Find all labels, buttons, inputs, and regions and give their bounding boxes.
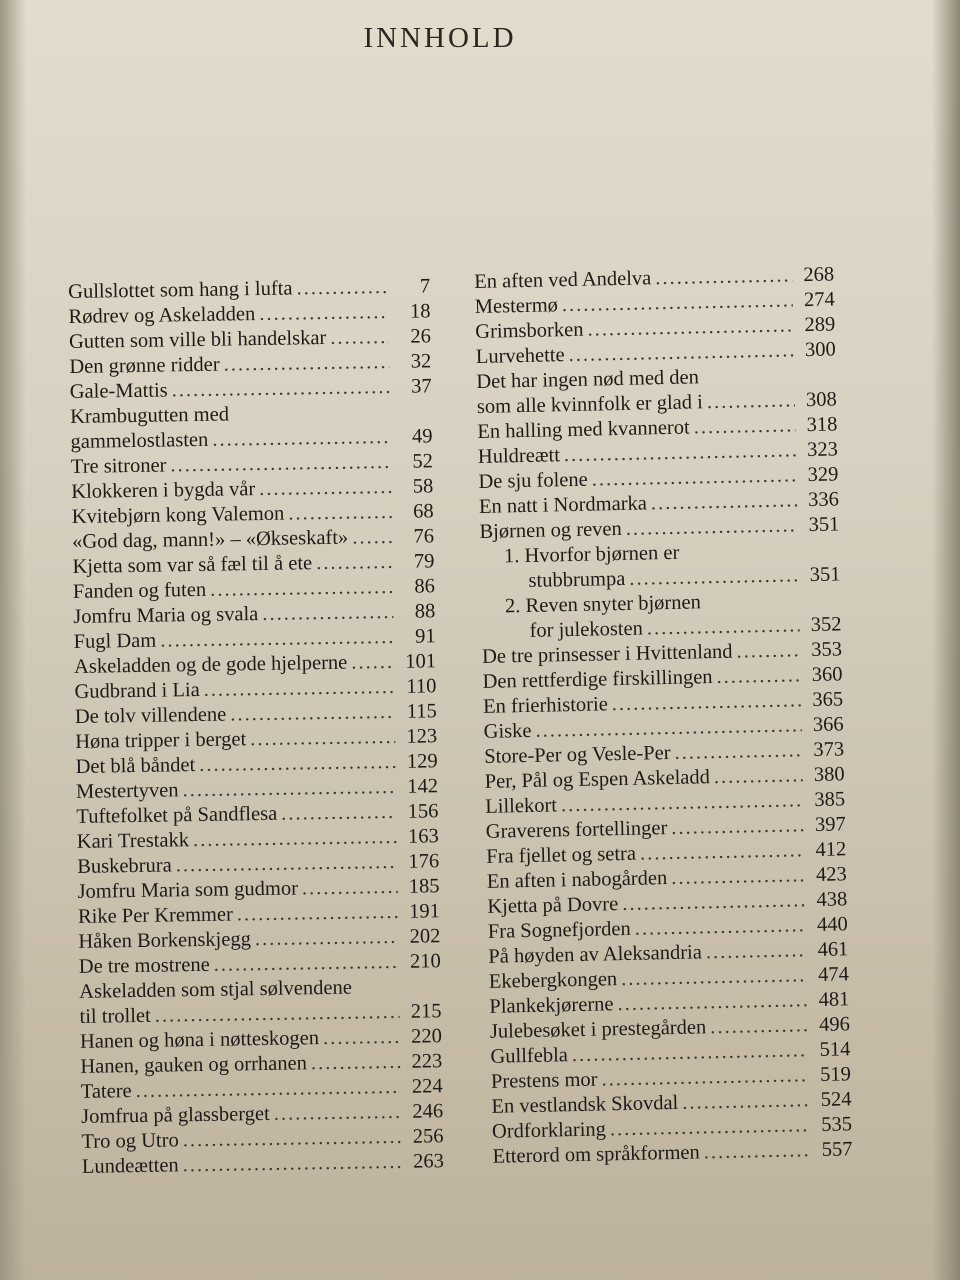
toc-entry-title: Etterord om språkformen: [492, 1141, 700, 1168]
toc-entry-title: «God dag, mann!» – «Økseskaft»: [71, 526, 349, 553]
toc-entry-title: Giske: [483, 719, 532, 743]
toc-entry-page-number: 353: [811, 638, 843, 662]
toc-entry-title: til trollet: [79, 1004, 151, 1028]
toc-entry-page-number: 191: [409, 900, 441, 923]
dot-leader: [716, 663, 801, 690]
toc-entry-page-number: 352: [810, 613, 842, 637]
toc-entry-title: Askeladden og de gode hjelperne: [73, 651, 348, 678]
toc-entry-title: Ekebergkongen: [488, 968, 618, 993]
dot-leader: [311, 1050, 401, 1076]
toc-entry-title: Håken Borkenskjegg: [78, 928, 252, 953]
dot-leader: [183, 1150, 403, 1178]
toc-entry-page-number: 360: [811, 663, 843, 687]
toc-entry-page-number: 385: [814, 788, 846, 811]
toc-entry: [82, 1149, 444, 1180]
toc-entry-page-number: 380: [813, 763, 845, 786]
toc-entry-page-number: 366: [812, 713, 844, 737]
toc-entry-page-number: 86: [414, 575, 436, 598]
toc-entry-title: stubbrumpa: [528, 567, 626, 592]
dot-leader: [703, 1138, 810, 1165]
dot-leader: [170, 450, 391, 478]
dot-leader: [262, 600, 393, 627]
toc-entry: [476, 362, 837, 420]
dot-leader: [682, 1088, 810, 1116]
toc-entry-title: Julebesøket i prestegården: [489, 1016, 707, 1043]
toc-entry-title: Jomfrua på glassberget: [80, 1102, 270, 1128]
toc-entry-page-number: 246: [412, 1100, 444, 1123]
toc-entry-page-number: 318: [806, 413, 838, 437]
toc-right-column: [474, 262, 853, 1169]
toc-entry-title: Gullslottet som hang i lufta: [68, 277, 293, 303]
toc-entry-title: Tatere: [80, 1080, 132, 1103]
toc-entry-page-number: 351: [808, 513, 840, 537]
toc-entry-page-number: 423: [815, 863, 847, 886]
toc-entry-page-number: 412: [815, 838, 847, 861]
toc-entry-title: Den grønne ridder: [69, 353, 220, 378]
toc-entry-title: De sju folene: [478, 468, 588, 493]
toc-entry-title: Gutten som ville bli handelskar: [68, 326, 327, 353]
toc-entry-title: Buskebrura: [77, 854, 172, 878]
toc-entry-page-number: 101: [405, 650, 437, 673]
toc-entry-title: Fra Sognefjorden: [487, 917, 631, 943]
toc-entry-title: Rike Per Kremmer: [77, 903, 234, 928]
dot-leader: [204, 675, 395, 703]
toc-entry-title: Tre sitroner: [70, 454, 167, 478]
toc-entry-title: Ordforklaring: [491, 1118, 607, 1143]
dot-leader: [176, 850, 398, 878]
toc-entry-title: En halling med kvannerot: [477, 416, 690, 443]
dot-leader: [351, 650, 394, 676]
toc-entry-page-number: 176: [408, 850, 440, 873]
toc-entry-page-number: 373: [813, 738, 845, 761]
toc-entry-title: Graverens fortellinger: [485, 817, 668, 843]
toc-entry-page-number: 110: [406, 675, 437, 698]
toc-entry-page-number: 37: [411, 375, 432, 398]
toc-entry-title: Fanden og futen: [72, 578, 207, 603]
toc-entry-title: for julekosten: [529, 617, 644, 642]
toc-entry-title: En frierhistorie: [482, 693, 609, 718]
toc-entry-title: Den rettferdige firskillingen: [482, 666, 713, 693]
toc-entry-page-number: 461: [817, 938, 849, 961]
dot-leader: [707, 388, 795, 415]
page-edge-shadow: [932, 0, 960, 1280]
dot-leader: [255, 925, 399, 952]
toc-entry-title: Gullfebla: [490, 1044, 569, 1068]
dot-leader: [281, 800, 397, 827]
toc-entry-page-number: 224: [411, 1075, 443, 1098]
toc-entry-title: En aften ved Andelva: [474, 267, 652, 293]
toc-entry-page-number: 52: [412, 450, 434, 473]
dot-leader: [671, 863, 805, 891]
toc-left-column: [68, 274, 444, 1180]
dot-leader: [621, 963, 807, 992]
dot-leader: [568, 338, 794, 368]
dot-leader: [626, 513, 798, 542]
toc-entry-title: Kari Trestakk: [76, 829, 190, 853]
dot-leader: [651, 488, 798, 516]
toc-entry-page-number: 156: [407, 800, 439, 823]
dot-leader: [352, 525, 392, 551]
dot-leader: [230, 700, 395, 728]
toc-entry-title: Store-Per og Vesle-Per: [483, 741, 671, 768]
toc-entry-page-number: 7: [419, 275, 431, 298]
toc-entry-title: Tuftefolket på Sandflesa: [76, 802, 278, 828]
toc-entry-page-number: 210: [409, 950, 441, 973]
toc-entry-page-number: 323: [806, 438, 839, 462]
toc-entry-title-line: Det har ingen nød med den: [476, 366, 700, 393]
toc-entry-page-number: 18: [409, 300, 431, 323]
toc-entry-page-number: 535: [820, 1113, 853, 1136]
toc-entry-page-number: 268: [803, 263, 835, 287]
toc-entry: [70, 399, 433, 455]
dot-leader: [330, 325, 389, 351]
dot-leader: [259, 475, 392, 502]
toc-entry-title: Kvitebjørn kong Valemon: [71, 502, 285, 528]
toc-entry: [79, 974, 442, 1030]
toc-entry-page-number: 336: [807, 488, 840, 512]
dot-leader: [622, 888, 806, 917]
toc-entry-page-number: 365: [812, 688, 844, 712]
dot-leader: [714, 763, 803, 790]
toc-entry-title: Lundeætten: [81, 1154, 179, 1178]
toc-entry-page-number: 481: [818, 988, 850, 1011]
dot-leader: [634, 913, 806, 942]
toc-entry-title: De tre prinsesser i Hvittenland: [481, 640, 733, 668]
toc-entry-page-number: 58: [412, 475, 434, 498]
dot-leader: [302, 875, 398, 901]
dot-leader: [212, 425, 391, 453]
toc-entry-title: Prestens mor: [490, 1068, 598, 1093]
dot-leader: [182, 775, 396, 803]
toc-entry-page-number: 519: [819, 1063, 852, 1086]
toc-entry-row: [82, 1149, 444, 1180]
toc-entry-page-number: 49: [411, 425, 433, 448]
toc-entry-title-line: Krambugutten med: [69, 403, 230, 428]
toc-entry-page-number: 76: [413, 525, 435, 548]
toc-entry-page-number: 308: [805, 388, 838, 412]
toc-entry-page-number: 142: [407, 775, 439, 798]
toc-entry-title: Tro og Utro: [81, 1129, 179, 1153]
toc-entry-title: Klokkeren i bygda vår: [71, 478, 256, 503]
toc-entry-page-number: 129: [406, 750, 438, 773]
toc-entry-page-number: 202: [409, 925, 441, 948]
dot-leader: [736, 638, 800, 664]
toc-entry-page-number: 474: [817, 963, 850, 986]
dot-leader: [323, 1025, 400, 1051]
toc-entry-page-number: 496: [818, 1013, 851, 1036]
toc-entry-title: Hanen og høna i nøtteskogen: [79, 1027, 320, 1053]
toc-entry-page-number: 88: [414, 600, 436, 623]
dot-leader: [693, 413, 795, 440]
toc-entry-page-number: 256: [412, 1125, 444, 1148]
toc-entry-page-number: 397: [814, 813, 846, 836]
toc-entry-title: Plankekjørerne: [489, 993, 614, 1018]
toc-entry-title: Gudbrand i Lia: [74, 678, 200, 703]
toc-entry-page-number: 185: [408, 875, 440, 898]
toc-entry-page-number: 274: [803, 288, 835, 312]
dot-leader: [655, 263, 792, 291]
toc-entry-page-number: 163: [407, 825, 439, 848]
toc-entry-title: gammelostlasten: [70, 428, 209, 453]
dot-leader: [155, 1000, 400, 1029]
toc-entry-title-line: 1. Hvorfor bjørnen er: [503, 541, 680, 568]
toc-entry-page-number: 557: [821, 1138, 853, 1161]
toc-entry-title: Bjørnen og reven: [479, 517, 623, 543]
toc-entry: [480, 537, 841, 595]
dot-leader: [674, 738, 802, 766]
toc-entry-title: Huldreætt: [477, 444, 561, 468]
toc-entry-title: Fugl Dam: [73, 629, 157, 653]
toc-entry-page-number: 91: [414, 625, 436, 648]
dot-leader: [214, 950, 399, 978]
toc-entry-page-number: 524: [820, 1088, 852, 1111]
dot-leader: [296, 275, 388, 301]
dot-leader: [706, 938, 807, 965]
toc-entry-title: Per, Pål og Espen Askeladd: [484, 766, 711, 793]
toc-entry-title: Lurvehette: [475, 344, 565, 368]
toc-entry-page-number: 351: [809, 563, 841, 587]
toc-entry-title-line: Askeladden som stjal sølvendene: [79, 976, 353, 1003]
toc-entry-title: Hanen, gauken og orrhanen: [80, 1052, 308, 1078]
page-gutter-shadow: [0, 0, 26, 1280]
dot-leader: [671, 813, 804, 841]
page-title: INNHOLD: [363, 22, 517, 54]
toc-entry-page-number: 289: [804, 313, 836, 337]
toc-entry: [481, 587, 842, 645]
toc-entry-title: En aften i nabogården: [486, 867, 668, 893]
toc-entry-page-number: 68: [413, 500, 434, 523]
dot-leader: [316, 550, 393, 576]
toc-entry-title: Fra fjellet og setra: [486, 842, 637, 868]
dot-leader: [183, 1125, 402, 1153]
toc-entry-title-line: 2. Reven snyter bjørnen: [504, 591, 702, 618]
toc-entry-page-number: 123: [406, 725, 438, 748]
toc-entry-title: Kjetta på Dovre: [487, 893, 619, 918]
toc-entry-title: En vestlandsk Skovdal: [491, 1091, 679, 1118]
toc-entry-title: Rødrev og Askeladden: [68, 303, 256, 328]
toc-entry-title: Lillekort: [485, 794, 558, 818]
toc-entry-page-number: 263: [412, 1150, 445, 1173]
dot-leader: [237, 900, 399, 928]
dot-leader: [199, 750, 396, 778]
toc-entry-title: Mestertyven: [75, 779, 179, 803]
toc-entry-page-number: 115: [406, 700, 437, 723]
toc-entry-title: De tre mostrene: [78, 953, 210, 978]
toc-entry-title: som alle kvinnfolk er glad i: [476, 391, 704, 418]
dot-leader: [710, 1013, 808, 1040]
dot-leader: [629, 563, 799, 592]
dot-leader: [647, 613, 800, 641]
toc-entry-title: Kjetta som var så fæl til å ete: [72, 552, 313, 578]
toc-entry-page-number: 215: [410, 1000, 442, 1023]
dot-leader: [640, 838, 805, 866]
toc-entry-page-number: 26: [410, 325, 432, 348]
toc-entry-page-number: 329: [807, 463, 839, 487]
toc-entry-title: Mestermø: [474, 294, 559, 318]
dot-leader: [160, 625, 394, 654]
toc-entry-title: De tolv villendene: [74, 703, 227, 728]
toc-entry-page-number: 32: [410, 350, 432, 373]
toc-entry-page-number: 79: [413, 550, 435, 573]
toc-entry-title: Gale-Mattis: [69, 379, 168, 403]
toc-entry-page-number: 514: [819, 1038, 851, 1061]
toc-entry-title: Jomfru Maria som gudmor: [77, 877, 299, 903]
toc-entry-title: Det blå båndet: [75, 754, 196, 778]
dot-leader: [274, 1100, 402, 1127]
toc-entry-page-number: 438: [816, 888, 848, 911]
toc-entry-title: Jomfru Maria og svala: [73, 603, 259, 628]
toc-entry-title: Grimsborken: [475, 318, 584, 343]
dot-leader: [171, 375, 389, 403]
toc-entry-page-number: 223: [411, 1050, 443, 1073]
dot-leader: [210, 575, 393, 603]
toc-entry-page-number: 440: [816, 913, 849, 936]
dot-leader: [250, 725, 395, 752]
toc-entry-page-number: 300: [804, 338, 836, 362]
dot-leader: [259, 300, 389, 327]
dot-leader: [193, 825, 397, 853]
toc-entry-title: En natt i Nordmarka: [478, 492, 648, 518]
dot-leader: [288, 500, 392, 527]
toc-entry-title: Høna tripper i berget: [75, 728, 247, 753]
dot-leader: [223, 350, 389, 378]
toc-entry-page-number: 220: [411, 1025, 443, 1048]
toc-entry-title: På høyden av Aleksandria: [488, 941, 703, 968]
